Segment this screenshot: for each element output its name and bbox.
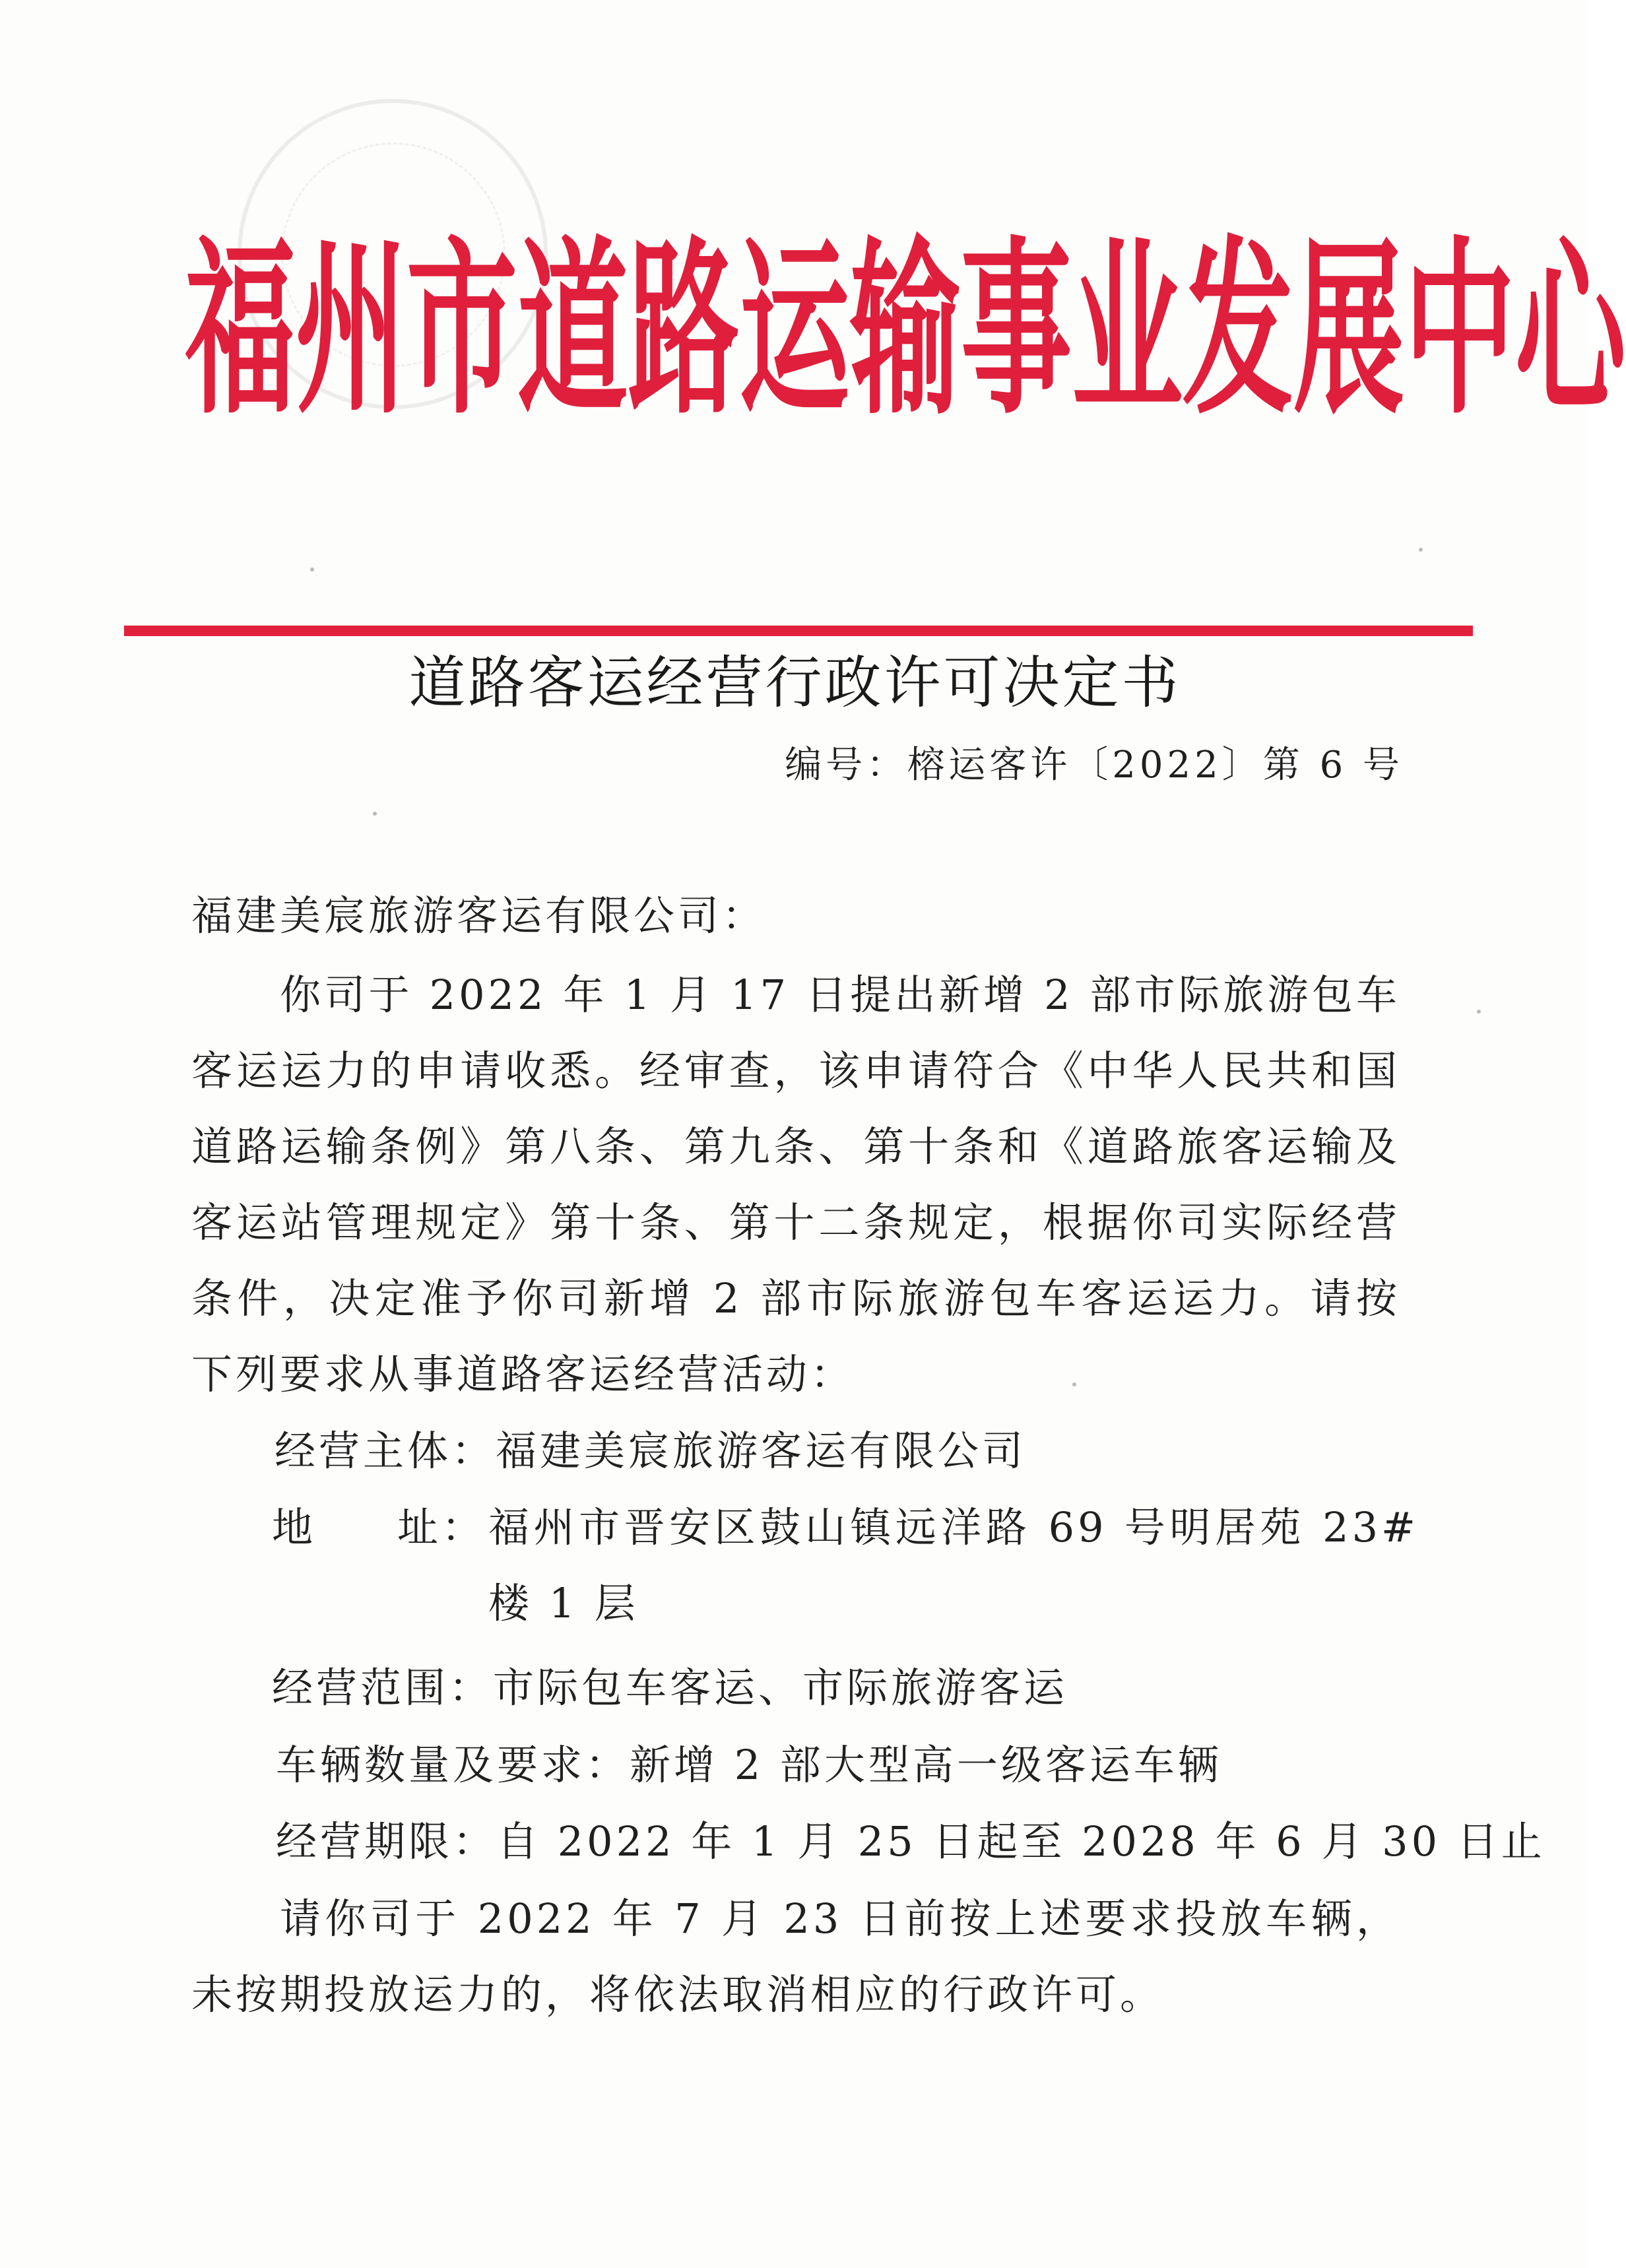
field-scope	[272, 1650, 1068, 1726]
red-divider-rule	[124, 626, 1473, 636]
field-term-label: 经营期限：	[276, 1817, 498, 1865]
field-vehicles-label: 车辆数量及要求：	[276, 1741, 630, 1789]
scan-speck	[1477, 1010, 1481, 1014]
document-number: 编号：榕运客许〔2022〕第 6 号	[785, 744, 1404, 787]
masthead-title	[185, 220, 1626, 440]
salutation: 福建美宸旅游客运有限公司：	[191, 891, 767, 940]
scan-speck	[1419, 548, 1423, 552]
masthead-char: 输	[850, 220, 961, 440]
field-address-value: 福州市晋安区鼓山镇远洋路 69 号明居苑 23#楼 1 层	[488, 1503, 1419, 1627]
field-entity	[275, 1413, 1026, 1489]
masthead-char: 中	[1404, 220, 1515, 440]
address-label-first: 地	[272, 1503, 317, 1551]
field-scope-value: 市际包车客运、市际旅游客运	[493, 1664, 1068, 1712]
address-label-second: 址：	[397, 1503, 486, 1551]
masthead-char: 福	[185, 220, 296, 440]
scan-speck	[1072, 1382, 1076, 1386]
masthead-char: 展	[1293, 220, 1404, 440]
masthead-char: 心	[1515, 220, 1626, 440]
field-address-label	[272, 1489, 487, 1565]
field-vehicles	[276, 1727, 1222, 1803]
masthead-char: 发	[1183, 220, 1293, 440]
field-address	[272, 1489, 1419, 1627]
scan-speck	[373, 812, 377, 816]
masthead-char: 道	[517, 220, 628, 440]
field-entity-value: 福建美宸旅游客运有限公司	[496, 1427, 1027, 1475]
field-vehicles-value: 新增 2 部大型高一级客运车辆	[630, 1741, 1222, 1789]
field-scope-label: 经营范围：	[272, 1664, 494, 1712]
masthead-char: 业	[1072, 220, 1183, 440]
masthead-char: 市	[406, 220, 517, 440]
masthead-char: 州	[296, 220, 406, 440]
scan-speck	[310, 567, 314, 571]
masthead-char: 路	[628, 220, 739, 440]
masthead-char: 运	[739, 220, 850, 440]
field-term	[276, 1803, 1545, 1879]
paragraph-main: 你司于 2022 年 1 月 17 日提出新增 2 部市际旅游包车客运运力的申请收悉。经审查，该申请符合《中华人民共和国道路运输条例》第八条、第九条、第十条和《道路旅客运输及客运站管理规定》第十条、第十二条规定，根据你司实际经营条件，决定准予你司新增 2 部市际旅游包车客运运力。请按下列要求从事道路客运经营活动：	[191, 971, 1400, 1398]
paragraph-deadline: 请你司于 2022 年 7 月 23 日前按上述要求投放车辆，未按期投放运力的，将依法取消相应的行政许可。	[191, 1895, 1400, 2019]
field-term-value: 自 2022 年 1 月 25 日起至 2028 年 6 月 30 日止	[497, 1817, 1545, 1865]
field-entity-label: 经营主体：	[275, 1427, 496, 1475]
document-title: 道路客运经营行政许可决定书	[408, 650, 1181, 716]
masthead-char: 事	[961, 220, 1072, 440]
